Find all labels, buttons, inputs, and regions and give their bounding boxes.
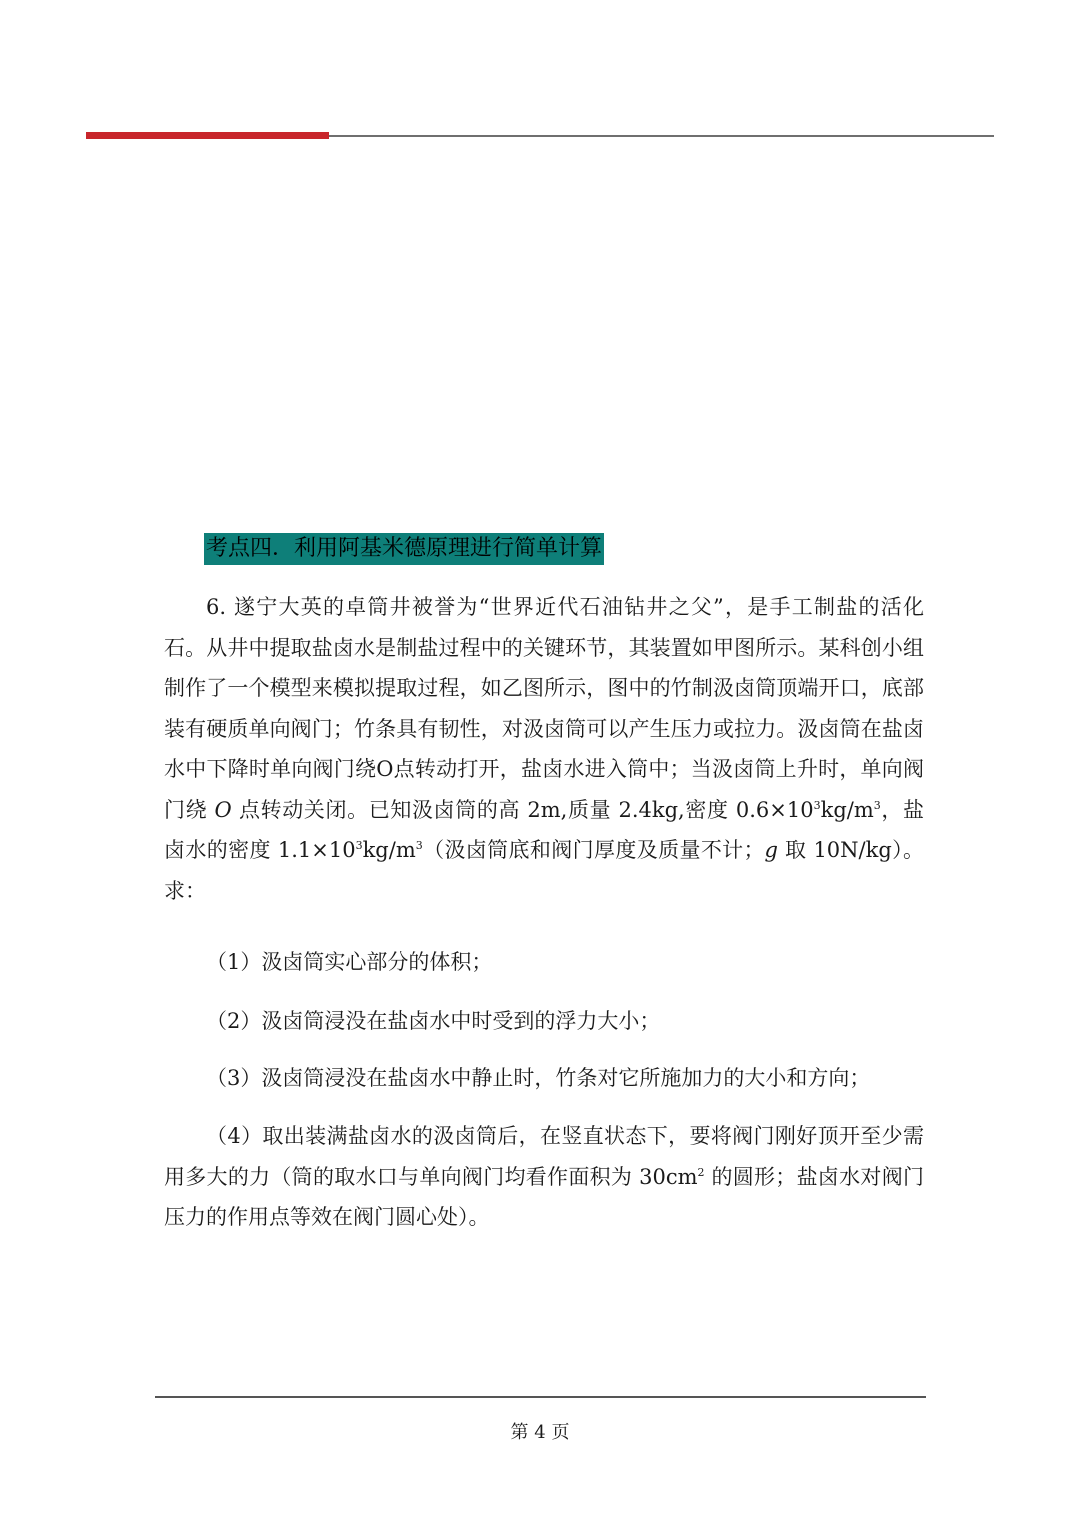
sub-question-1: （1）汲卤筒实心部分的体积； xyxy=(206,950,493,974)
exponent: 3 xyxy=(873,798,881,812)
point-o-italic: O xyxy=(214,797,232,822)
question-6-body xyxy=(164,587,924,911)
sub-question-2: （2）汲卤筒浸没在盐卤水中时受到的浮力大小； xyxy=(206,1009,661,1033)
exponent: 3 xyxy=(415,839,423,852)
exponent: 3 xyxy=(813,798,821,812)
footer-rule xyxy=(155,1396,926,1398)
question-text-part-4: ，盐卤水的密度 1.1×10 xyxy=(164,797,925,862)
header-rule-gray-line xyxy=(329,135,994,137)
question-text-part-1: 遂宁大英的卓筒井被誉为“世界近代石油钻井之父”，是手工制盐的活化石。从井中提取盐卤水是制盐过程中的关键环节，其装置如甲图所示。某科创小组制作了一个模型来模拟提取过程，如乙图所示，图中的竹制汲卤筒顶端开口，底部装有硬质单向阀门；竹条具有韧性，对汲卤筒可以产生压力或拉力。汲卤筒在盐卤水中下降时单向阀门绕O点转动打开，盐卤水进入筒中；当汲卤筒上升时，单向阀门绕 xyxy=(164,595,924,822)
question-text-part-5: kg/m xyxy=(362,838,416,862)
header-rule xyxy=(86,132,994,139)
exponent: 3 xyxy=(355,839,363,852)
exponent: 2 xyxy=(697,1165,705,1179)
header-rule-red-accent xyxy=(86,132,329,139)
question-number: 6. xyxy=(206,595,227,619)
page-number: 第 4 页 xyxy=(510,1422,570,1443)
sub-question-4 xyxy=(164,1116,924,1238)
sub-question-4-text-a: （4）取出装满盐卤水的汲卤筒后，在竖直状态下，要将阀门刚好顶开至少需用多大的力（筒的取水口与单向阀门均看作面积为 30cm xyxy=(164,1124,924,1189)
question-text-part-7: 取 10N/kg）。求： xyxy=(164,838,925,903)
sub-question-3: （3）汲卤筒浸没在盐卤水中静止时，竹条对它所施加力的大小和方向； xyxy=(206,1066,871,1090)
section-heading: 考点四．利用阿基米德原理进行简单计算 xyxy=(204,533,604,565)
question-text-part-2: 点转动关闭。已知汲卤筒的高 2m,质量 2.4kg,密度 0.6×10 xyxy=(231,797,814,822)
question-text-part-6: （汲卤筒底和阀门厚度及质量不计； xyxy=(422,838,765,862)
g-symbol-italic: g xyxy=(764,838,778,862)
sub-question-4-text-b: 的圆形；盐卤水对阀门压力的作用点等效在阀门圆心处）。 xyxy=(164,1164,924,1229)
question-text-part-3: kg/m xyxy=(820,797,874,822)
